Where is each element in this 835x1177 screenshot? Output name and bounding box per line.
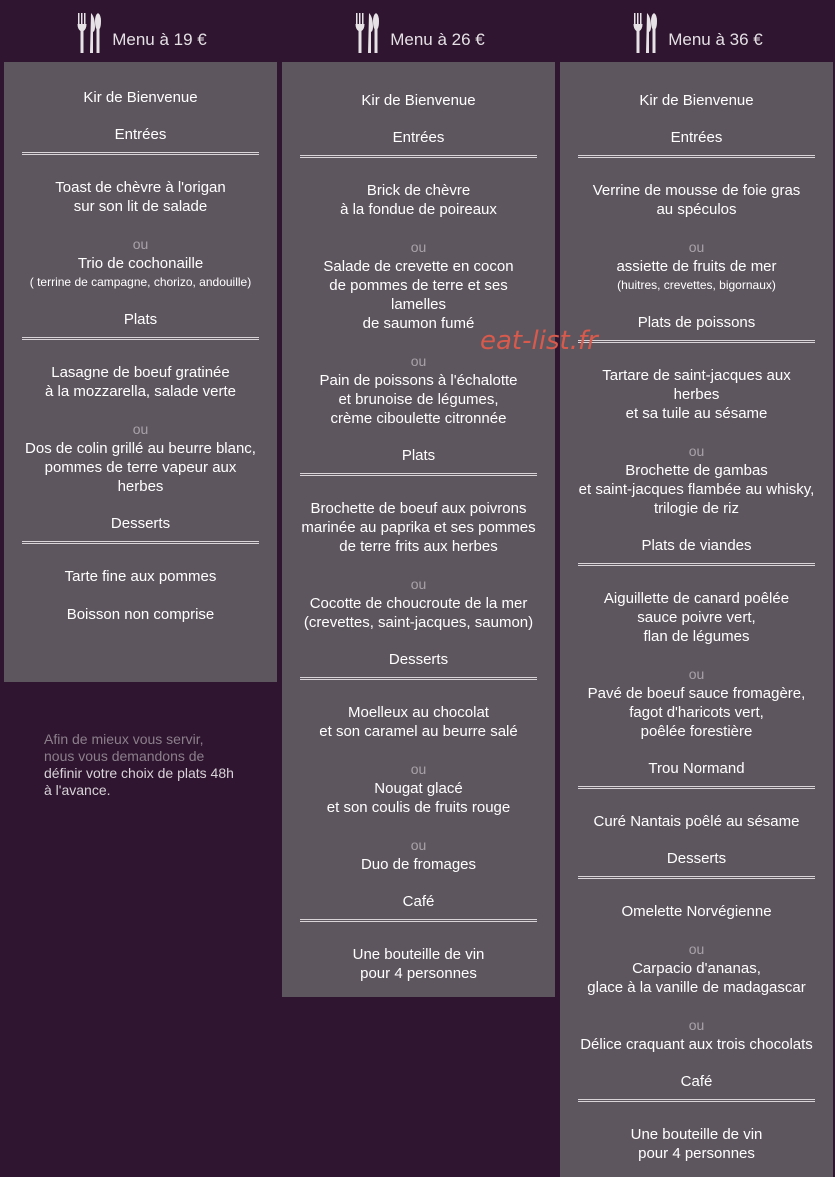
section-heading: Plats de poissons (637, 314, 756, 331)
dish-line: Boisson non comprise (66, 606, 215, 623)
section-divider (578, 340, 815, 343)
dish-line: Brick de chèvre (366, 182, 471, 199)
section-divider (22, 152, 259, 155)
dish-line: au spéculos (656, 201, 737, 218)
dish-line: Duo de fromages (360, 856, 477, 873)
section-heading: Entrées (670, 129, 723, 146)
watermark-logo: eat-list.fr (480, 326, 598, 356)
dish-line: pour 4 personnes (360, 965, 477, 982)
or-separator: ou (688, 666, 705, 682)
section-divider (22, 337, 259, 340)
or-separator: ou (410, 239, 427, 255)
note-line: à l'avance. (44, 782, 111, 798)
dish-line: pommes de terre vapeur aux herbes (44, 459, 237, 495)
note-line: Afin de mieux vous servir, (44, 731, 204, 747)
section-divider (22, 541, 259, 544)
menu-title: Menu à 26 € (390, 30, 485, 49)
section-divider (300, 919, 537, 922)
dish-line: Une bouteille de vin (630, 1126, 763, 1143)
dish-line: et son coulis de fruits rouge (326, 799, 511, 816)
menu-panel-36 (560, 62, 833, 1177)
dish-line: Tarte fine aux pommes (64, 568, 217, 585)
dish-line: Brochette de gambas (625, 462, 768, 479)
section-heading: Plats de viandes (641, 537, 752, 554)
dish-line: ( terrine de campagne, chorizo, andouille) (29, 275, 252, 289)
dish-line: Trio de cochonaille (77, 255, 204, 272)
dish-line: Moelleux au chocolat (348, 704, 489, 721)
dish-line: Dos de colin grillé au beurre blanc, (25, 440, 256, 457)
dish-line: Pavé de boeuf sauce fromagère, (587, 685, 806, 702)
dish-line: marinée au paprika et ses pommes (301, 519, 536, 536)
or-separator: ou (132, 421, 149, 437)
dish-line: et brunoise de légumes, (338, 391, 499, 408)
dish-line: Kir de Bienvenue (361, 92, 476, 109)
dish-line: fagot d'haricots vert, (629, 704, 764, 721)
or-separator: ou (688, 1017, 705, 1033)
dish-line: trilogie de riz (653, 500, 740, 517)
dish-line: glace à la vanille de madagascar (587, 979, 806, 996)
dish-line: assiette de fruits de mer (616, 258, 777, 275)
dish-line: Kir de Bienvenue (639, 92, 754, 109)
dish-line: Omelette Norvégienne (621, 903, 772, 920)
section-divider (578, 1099, 815, 1102)
section-divider (578, 563, 815, 566)
menu-header-3 (560, 8, 833, 58)
section-heading: Desserts (666, 850, 727, 867)
or-separator: ou (410, 761, 427, 777)
or-separator: ou (688, 239, 705, 255)
note-line: définir votre choix de plats 48h (44, 765, 234, 781)
or-separator: ou (410, 576, 427, 592)
section-heading: Trou Normand (648, 760, 745, 777)
section-divider (578, 155, 815, 158)
dish-line: et son caramel au beurre salé (319, 723, 518, 740)
dish-line: de pommes de terre et ses lamelles (329, 277, 508, 313)
dish-line: Brochette de boeuf aux poivrons (310, 500, 527, 517)
dish-line: et saint-jacques flambée au whisky, (578, 481, 815, 498)
dish-line: à la mozzarella, salade verte (45, 383, 236, 400)
dish-line: Curé Nantais poêlé au sésame (593, 813, 800, 830)
menu-panel-19 (4, 62, 277, 682)
section-divider (578, 786, 815, 789)
cutlery-icon (630, 11, 660, 55)
dish-line: sauce poivre vert, (637, 609, 756, 626)
dish-line: Toast de chèvre à l'origan (55, 179, 226, 196)
dish-line: (crevettes, saint-jacques, saumon) (303, 614, 534, 631)
dish-line: et sa tuile au sésame (625, 405, 768, 422)
section-heading: Desserts (110, 515, 171, 532)
section-heading: Desserts (388, 651, 449, 668)
dish-line: (huitres, crevettes, bigornaux) (617, 278, 776, 292)
section-heading: Café (680, 1073, 713, 1090)
dish-line: de saumon fumé (362, 315, 475, 332)
or-separator: ou (410, 353, 427, 369)
dish-line: Carpacio d'ananas, (632, 960, 761, 977)
cutlery-icon (74, 11, 104, 55)
dish-line: Nougat glacé (374, 780, 463, 797)
advance-order-note (44, 731, 274, 799)
menu-panel-26 (282, 62, 555, 997)
section-heading: Entrées (392, 129, 445, 146)
or-separator: ou (688, 443, 705, 459)
dish-line: Délice craquant aux trois chocolats (580, 1036, 813, 1053)
dish-line: Tartare de saint-jacques aux herbes (602, 367, 791, 403)
dish-line: crème ciboulette citronnée (330, 410, 507, 427)
note-line: nous vous demandons de (44, 748, 205, 764)
dish-line: Kir de Bienvenue (83, 89, 198, 106)
section-divider (578, 876, 815, 879)
menu-title: Menu à 19 € (112, 30, 207, 49)
dish-line: Aiguillette de canard poêlée (603, 590, 790, 607)
menu-title: Menu à 36 € (668, 30, 763, 49)
section-heading: Café (402, 893, 435, 910)
dish-line: Verrine de mousse de foie gras (592, 182, 801, 199)
dish-line: poêlée forestière (640, 723, 753, 740)
cutlery-icon (352, 11, 382, 55)
section-heading: Plats (401, 447, 436, 464)
dish-line: Lasagne de boeuf gratinée (51, 364, 230, 381)
section-divider (300, 155, 537, 158)
section-heading: Entrées (114, 126, 167, 143)
section-heading: Plats (123, 311, 158, 328)
dish-line: Salade de crevette en cocon (323, 258, 514, 275)
or-separator: ou (688, 941, 705, 957)
or-separator: ou (132, 236, 149, 252)
dish-line: Une bouteille de vin (352, 946, 485, 963)
section-divider (300, 677, 537, 680)
dish-line: flan de légumes (643, 628, 750, 645)
dish-line: pour 4 personnes (638, 1145, 755, 1162)
dish-line: à la fondue de poireaux (340, 201, 497, 218)
section-divider (300, 473, 537, 476)
or-separator: ou (410, 837, 427, 853)
dish-line: Pain de poissons à l'échalotte (319, 372, 518, 389)
dish-line: sur son lit de salade (73, 198, 208, 215)
dish-line: de terre frits aux herbes (339, 538, 498, 555)
dish-line: Cocotte de choucroute de la mer (309, 595, 528, 612)
menu-header-2 (282, 8, 555, 58)
menu-header-1 (4, 8, 277, 58)
